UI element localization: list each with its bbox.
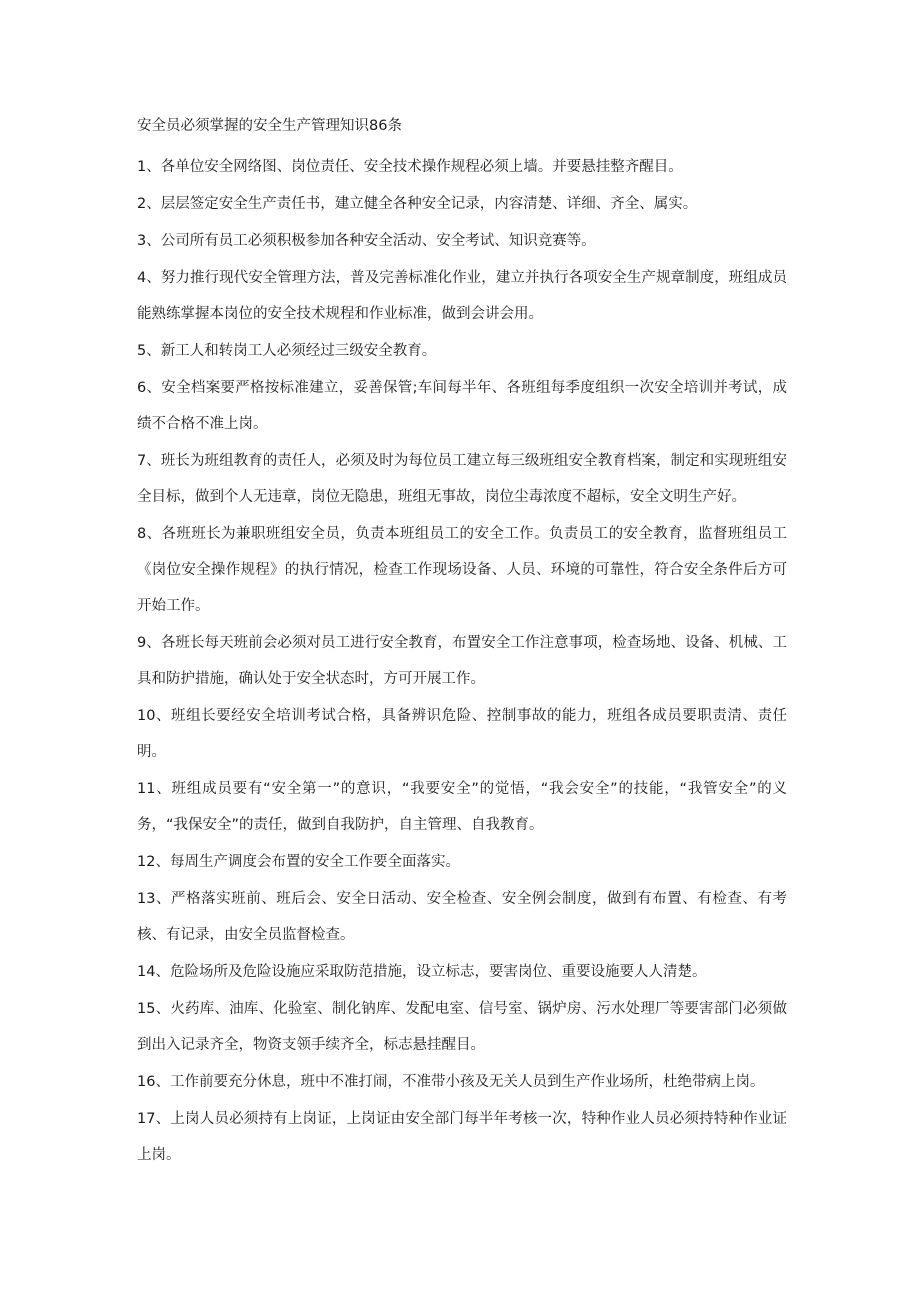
item-number: 13、	[137, 891, 172, 907]
list-item	[137, 443, 787, 515]
list-item	[137, 260, 787, 332]
list-item	[137, 954, 787, 990]
item-text: 安全档案要严格按标准建立，妥善保管;车间每半年、各班组每季度组织一次安全培训并考试，成绩不合格不准上岗。	[137, 380, 787, 432]
item-text: 每周生产调度会布置的安全工作要全面落实。	[169, 854, 460, 870]
item-text: 各班班长为兼职班组安全员，负责本班组员工的安全工作。负责员工的安全教育，监督班组员工《岗位安全操作规程》的执行情况，检查工作现场设备、人员、环境的可靠性，符合安全条件后方可开始工作。	[137, 526, 787, 614]
list-item	[137, 333, 787, 369]
item-text: 新工人和转岗工人必须经过三级安全教育。	[160, 343, 437, 359]
list-item	[137, 844, 787, 880]
item-number: 11、	[137, 781, 172, 797]
list-item	[137, 149, 787, 185]
document-body	[137, 112, 787, 1174]
item-text: 班组长要经安全培训考试合格，具备辨识危险、控制事故的能力，班组各成员要职责清、责任明。	[137, 708, 788, 760]
list-item	[137, 771, 787, 843]
item-text: 公司所有员工必须积极参加各种安全活动、安全考试、知识竞赛等。	[160, 233, 596, 249]
item-number: 4、	[137, 270, 161, 286]
item-text: 危险场所及危险设施应采取防范措施，设立标志，要害岗位、重要设施要人人清楚。	[169, 964, 707, 980]
item-number: 17、	[137, 1111, 171, 1127]
item-number: 2、	[137, 196, 161, 212]
item-text: 上岗人员必须持有上岗证，上岗证由安全部门每半年考核一次，特种作业人员必须持特种作业证上岗。	[137, 1111, 787, 1163]
item-text: 各班长每天班前会必须对员工进行安全教育，布置安全工作注意事项，检查场地、设备、机械、工具和防护措施，确认处于安全状态时，方可开展工作。	[137, 635, 787, 687]
list-item	[137, 516, 787, 624]
list-item	[137, 991, 787, 1063]
item-number: 9、	[137, 635, 161, 651]
item-number: 3、	[137, 233, 161, 249]
list-item	[137, 698, 787, 770]
list-item	[137, 1064, 787, 1100]
list-item	[137, 186, 787, 222]
item-number: 16、	[137, 1074, 170, 1090]
list-item	[137, 370, 787, 442]
list-item	[137, 223, 787, 259]
item-number: 1、	[137, 159, 161, 175]
item-text: 班长为班组教育的责任人，必须及时为每位员工建立每三级班组安全教育档案，制定和实现班组安全目标，做到个人无违章，岗位无隐患，班组无事故，岗位尘毒浓度不超标，安全文明生产好。	[137, 453, 787, 505]
item-text: 班组成员要有“安全第一”的意识，“我要安全”的觉悟，“我会安全”的技能，“我管安全”的义务，“我保安全”的责任，做到自我防护，自主管理、自我教育。	[137, 781, 788, 833]
item-number: 8、	[137, 526, 162, 542]
item-number: 10、	[137, 708, 172, 724]
item-number: 7、	[137, 453, 161, 469]
item-number: 5、	[137, 343, 161, 359]
list-item	[137, 881, 787, 953]
document-title: 安全员必须掌握的安全生产管理知识86条	[137, 118, 402, 134]
item-number: 15、	[137, 1001, 171, 1017]
item-text: 努力推行现代安全管理方法，普及完善标准化作业，建立并执行各项安全生产规章制度，班组成员能熟练掌握本岗位的安全技术规程和作业标准，做到会讲会用。	[137, 270, 787, 322]
item-text: 层层签定安全生产责任书，建立健全各种安全记录，内容清楚、详细、齐全、属实。	[160, 196, 698, 212]
list-item	[137, 1101, 787, 1173]
item-text: 工作前要充分休息，班中不准打闹，不准带小孩及无关人员到生产作业场所，杜绝带病上岗。	[169, 1074, 765, 1090]
item-text: 各单位安全网络图、岗位责任、安全技术操作规程必须上墙。并要悬挂整齐醒目。	[160, 159, 683, 175]
item-text: 火药库、油库、化验室、制化钠库、发配电室、信号室、锅炉房、污水处理厂等要害部门必须做到出入记录齐全，物资支领手续齐全，标志悬挂醒目。	[137, 1001, 787, 1053]
item-number: 6、	[137, 380, 162, 396]
item-number: 14、	[137, 964, 170, 980]
item-number: 12、	[137, 854, 170, 870]
item-text: 严格落实班前、班后会、安全日活动、安全检查、安全例会制度，做到有布置、有检查、有考核、有记录，由安全员监督检查。	[137, 891, 788, 943]
list-item	[137, 625, 787, 697]
